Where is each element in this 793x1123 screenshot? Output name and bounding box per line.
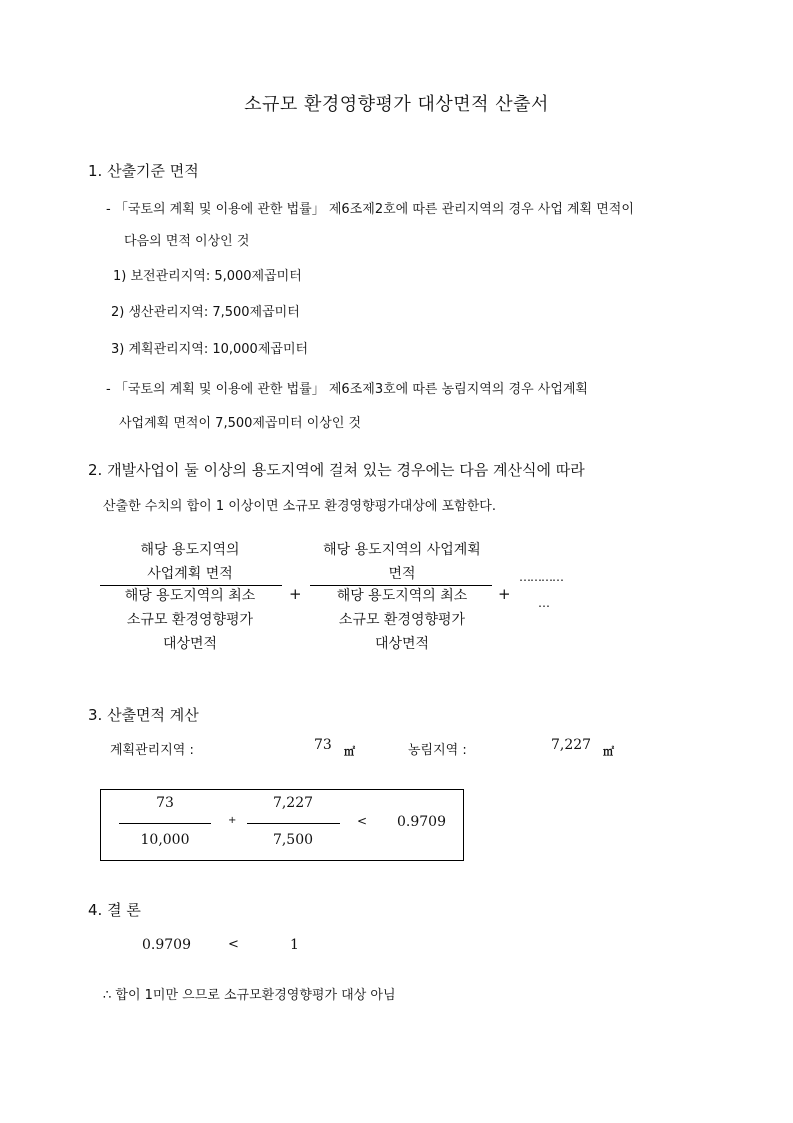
calc-bar-2 [247, 823, 340, 824]
formula-frac1-num-line2: 사업계획 면적 [147, 566, 233, 582]
formula-frac2-den-line2: 소규모 환경영향평가 [338, 612, 466, 628]
section4-left-value: 0.9709 [142, 937, 191, 953]
formula-plus-1: + [289, 585, 302, 603]
formula-ellipsis-bottom: … [538, 596, 550, 610]
calc-denominator-1: 10,000 [140, 832, 190, 848]
formula-frac1-numerator [100, 538, 280, 586]
section4-conclusion: ∴ 합이 1미만 으므로 소규모환경영향평가 대상 아님 [103, 988, 396, 1003]
formula-frac1-num-line1: 해당 용도지역의 [140, 542, 240, 558]
formula-ellipsis-top: ………… [519, 570, 563, 584]
calc-denominator-2: 7,500 [272, 832, 314, 848]
calc-result: 0.9709 [397, 814, 446, 830]
formula-frac1-den-line3: 대상면적 [162, 636, 218, 652]
section3-value-planned: 73 [314, 737, 332, 753]
section2-line2: 산출한 수치의 합이 1 이상이면 소규모 환경영향평가대상에 포함한다. [103, 499, 496, 514]
section3-unit-agri: ㎡ [603, 745, 614, 758]
section1-bullet2-line2: 사업계획 면적이 7,500제곱미터 이상인 것 [119, 416, 362, 431]
formula-plus-2: + [498, 585, 511, 603]
section1-bullet2-line1: - 「국토의 계획 및 이용에 관한 법률」 제6조제3호에 따른 농림지역의 경우 사업계획 [106, 382, 588, 397]
section1-item-1: 1) 보전관리지역: 5,000제곱미터 [113, 269, 302, 284]
calc-bar-1 [119, 823, 211, 824]
formula-frac1-denominator [100, 584, 280, 656]
calc-operator: < [357, 814, 368, 828]
section1-item-2: 2) 생산관리지역: 7,500제곱미터 [111, 305, 300, 320]
section1-bullet1-line2: 다음의 면적 이상인 것 [124, 234, 250, 249]
formula-frac2-den-line3: 대상면적 [374, 636, 430, 652]
formula-frac2-denominator [307, 584, 497, 656]
section1-item-3: 3) 계획관리지역: 10,000제곱미터 [111, 342, 309, 357]
calc-plus: + [228, 815, 237, 826]
section4-heading: 4. 결 론 [88, 901, 141, 919]
section3-label-agri: 농림지역 : [408, 743, 467, 758]
section3-value-agri: 7,227 [551, 737, 592, 753]
section1-heading: 1. 산출기준 면적 [88, 162, 199, 180]
calc-numerator-2: 7,227 [272, 795, 314, 811]
section3-heading: 3. 산출면적 계산 [88, 706, 199, 724]
formula-frac1-den-line1: 해당 용도지역의 최소 [124, 588, 256, 604]
section4-operator: < [228, 937, 239, 952]
formula-frac2-numerator [307, 538, 497, 586]
section4-right-value: 1 [290, 937, 299, 953]
section3-label-planned: 계획관리지역 : [110, 743, 194, 758]
formula-frac1-den-line2: 소규모 환경영향평가 [126, 612, 254, 628]
section3-unit-planned: ㎡ [344, 745, 355, 758]
formula-frac2-num-line1: 해당 용도지역의 사업계획 [323, 542, 481, 558]
page-title: 소규모 환경영향평가 대상면적 산출서 [244, 94, 549, 115]
section2-heading: 2. 개발사업이 둘 이상의 용도지역에 걸쳐 있는 경우에는 다음 계산식에 따라 [88, 461, 585, 479]
formula-frac2-num-line2: 면적 [388, 566, 416, 582]
formula-frac2-den-line1: 해당 용도지역의 최소 [336, 588, 468, 604]
section1-bullet1-line1: - 「국토의 계획 및 이용에 관한 법률」 제6조제2호에 따른 관리지역의 경우 사업 계획 면적이 [106, 202, 634, 217]
calc-numerator-1: 73 [156, 795, 174, 811]
